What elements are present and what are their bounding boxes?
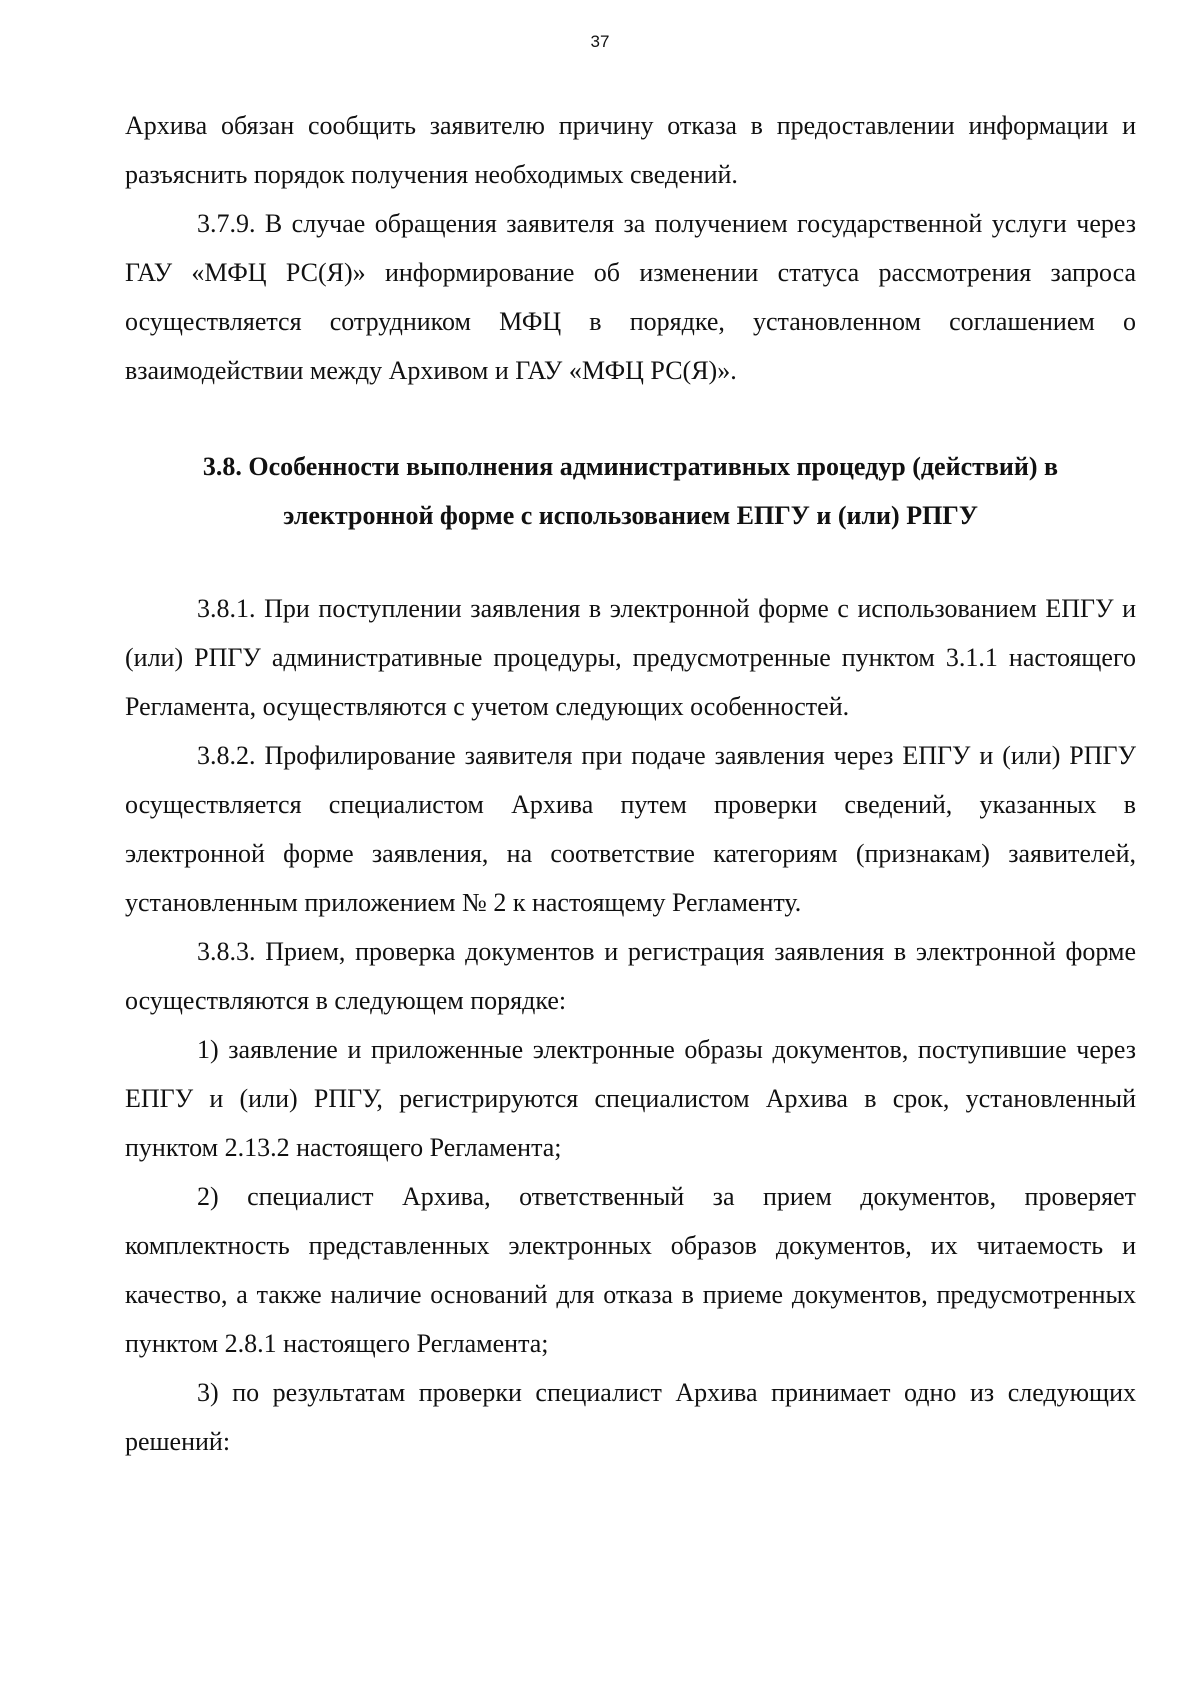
paragraph-3-8-1: 3.8.1. При поступлении заявления в электронной форме с использованием ЕПГУ и (или) РПГУ административные процедуры, предусмотренные пунктом 3.1.1 настоящего Регламента, осуществляются с учетом следующих особенностей.: [125, 594, 1136, 721]
paragraph-3-7-9: 3.7.9. В случае обращения заявителя за получением государственной услуги через ГАУ «МФЦ РС(Я)» информирование об изменении статуса рассмотрения запроса осуществляется сотрудником МФЦ в порядке, установленном соглашением о взаимодействии между Архивом и ГАУ «МФЦ РС(Я)».: [125, 209, 1136, 385]
paragraph-3-8-2: 3.8.2. Профилирование заявителя при подаче заявления через ЕПГУ и (или) РПГУ осуществляется специалистом Архива путем проверки сведений, указанных в электронной форме заявления, на соответствие категориям (признакам) заявителей, установленным приложением № 2 к настоящему Регламенту.: [125, 741, 1136, 917]
paragraph-3-8-3: 3.8.3. Прием, проверка документов и регистрация заявления в электронной форме осуществляются в следующем порядке:: [125, 937, 1136, 1015]
page-number: 37: [590, 32, 610, 51]
paragraph-continuation: Архива обязан сообщить заявителю причину отказа в предоставлении информации и разъяснить порядок получения необходимых сведений.: [125, 111, 1136, 189]
section-title-3-8: 3.8. Особенности выполнения административных процедур (действий) в электронной форме с использованием ЕПГУ и (или) РПГУ: [202, 452, 1059, 530]
list-item-1: 1) заявление и приложенные электронные образы документов, поступившие через ЕПГУ и (или) РПГУ, регистрируются специалистом Архива в срок, установленный пунктом 2.13.2 настоящего Регламента;: [125, 1035, 1136, 1162]
document-body: [125, 101, 1136, 1466]
list-item-2: 2) специалист Архива, ответственный за прием документов, проверяет комплектность представленных электронных образов документов, их читаемость и качество, а также наличие оснований для отказа в приеме документов, предусмотренных пунктом 2.8.1 настоящего Регламента;: [125, 1182, 1136, 1358]
list-item-3: 3) по результатам проверки специалист Архива принимает одно из следующих решений:: [125, 1378, 1136, 1456]
